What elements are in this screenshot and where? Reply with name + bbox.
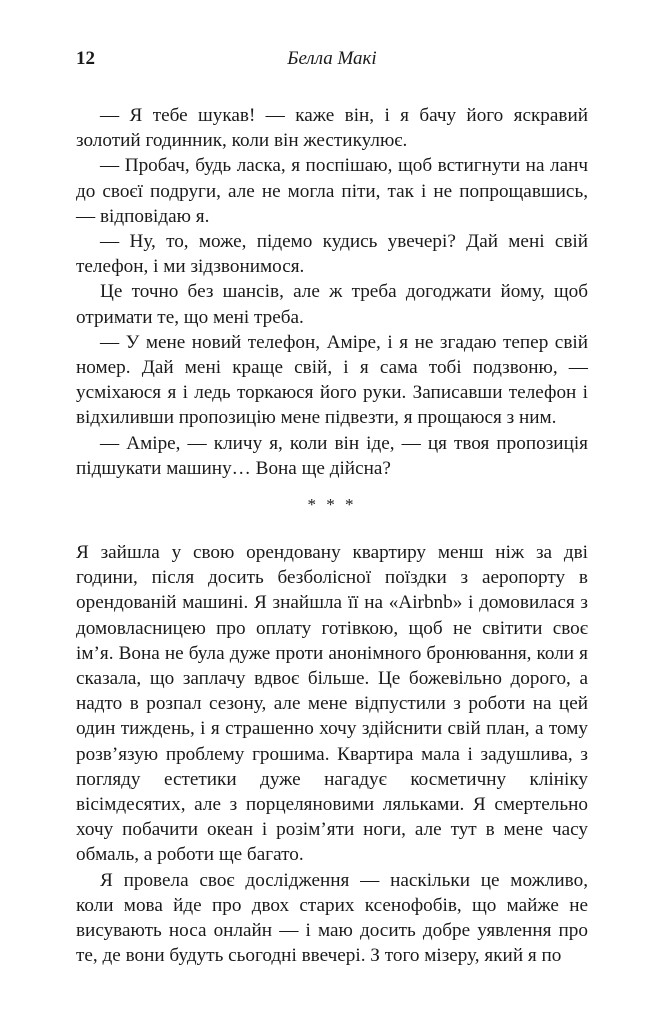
paragraph: — Я тебе шукав! — каже він, і я бачу його яскравий золотий годинник, коли він жестикулює. [76,105,588,152]
paragraph: — Пробач, будь ласка, я поспішаю, щоб встигнути на ланч до своєї подруги, але не могла піти, так і не попрощавшись, — відповідаю я. [76,155,588,227]
paragraph: Я зайшла у свою орендовану квартиру менш ніж за дві години, після досить безболісної поїздки з аеропорту в орендованій машині. Я знайшла її на «Airbnb» і домовилася з домовласницею про оплату готівкою, щоб не світити своє ім’я. Вона не була дуже проти анонімного бронювання, коли я сказала, що заплачу вдвоє більше. Це божевільно дорого, а надто в розпал сезону, але мене відпустили з роботи на цей один тиждень, і я страшенно хочу здійснити свій план, а тому розв’язую проблему грошима. Квартира мала і задушлива, з погляду естетики дуже нагадує косметичну клініку вісімдесятих, але з порцеляновими ляльками. Я смертельно хочу побачити океан і розім’яти ноги, але тут в мене часу обмаль, а роботи ще багато. [76,542,588,866]
running-title: Белла Макі [287,48,377,69]
narrative-section [76,540,588,968]
page-header [76,48,588,74]
page-number: 12 [76,48,95,69]
paragraph: Я провела своє дослідження — наскільки це можливо, коли мова йде про двох старих ксенофобів, що майже не висувають носа онлайн — і маю досить добре уявлення про те, де вони будуть сьогодні ввечері. З того мізеру, який я по [76,869,588,967]
paragraph: — У мене новий телефон, Аміре, і я не згадаю тепер свій номер. Дай мені краще свій, і я сама тобі подзвоню, — усміхаюся я і ледь торкаюся його руки. Записавши телефон і відхиливши пропозицію мене підвезти, я прощаюся з ним. [76,331,588,429]
paragraph: — Ну, то, може, підемо кудись увечері? Дай мені свій телефон, і ми зідзвонимося. [76,231,588,278]
paragraph: Це точно без шансів, але ж треба догоджати йому, щоб отримати те, що мені треба. [76,281,588,328]
dialogue-section [76,103,588,481]
section-separator: * * * [307,495,357,514]
paragraph: — Аміре, — кличу я, коли він іде, — ця твоя пропозиція підшукати машину… Вона ще дійсна? [76,432,588,479]
